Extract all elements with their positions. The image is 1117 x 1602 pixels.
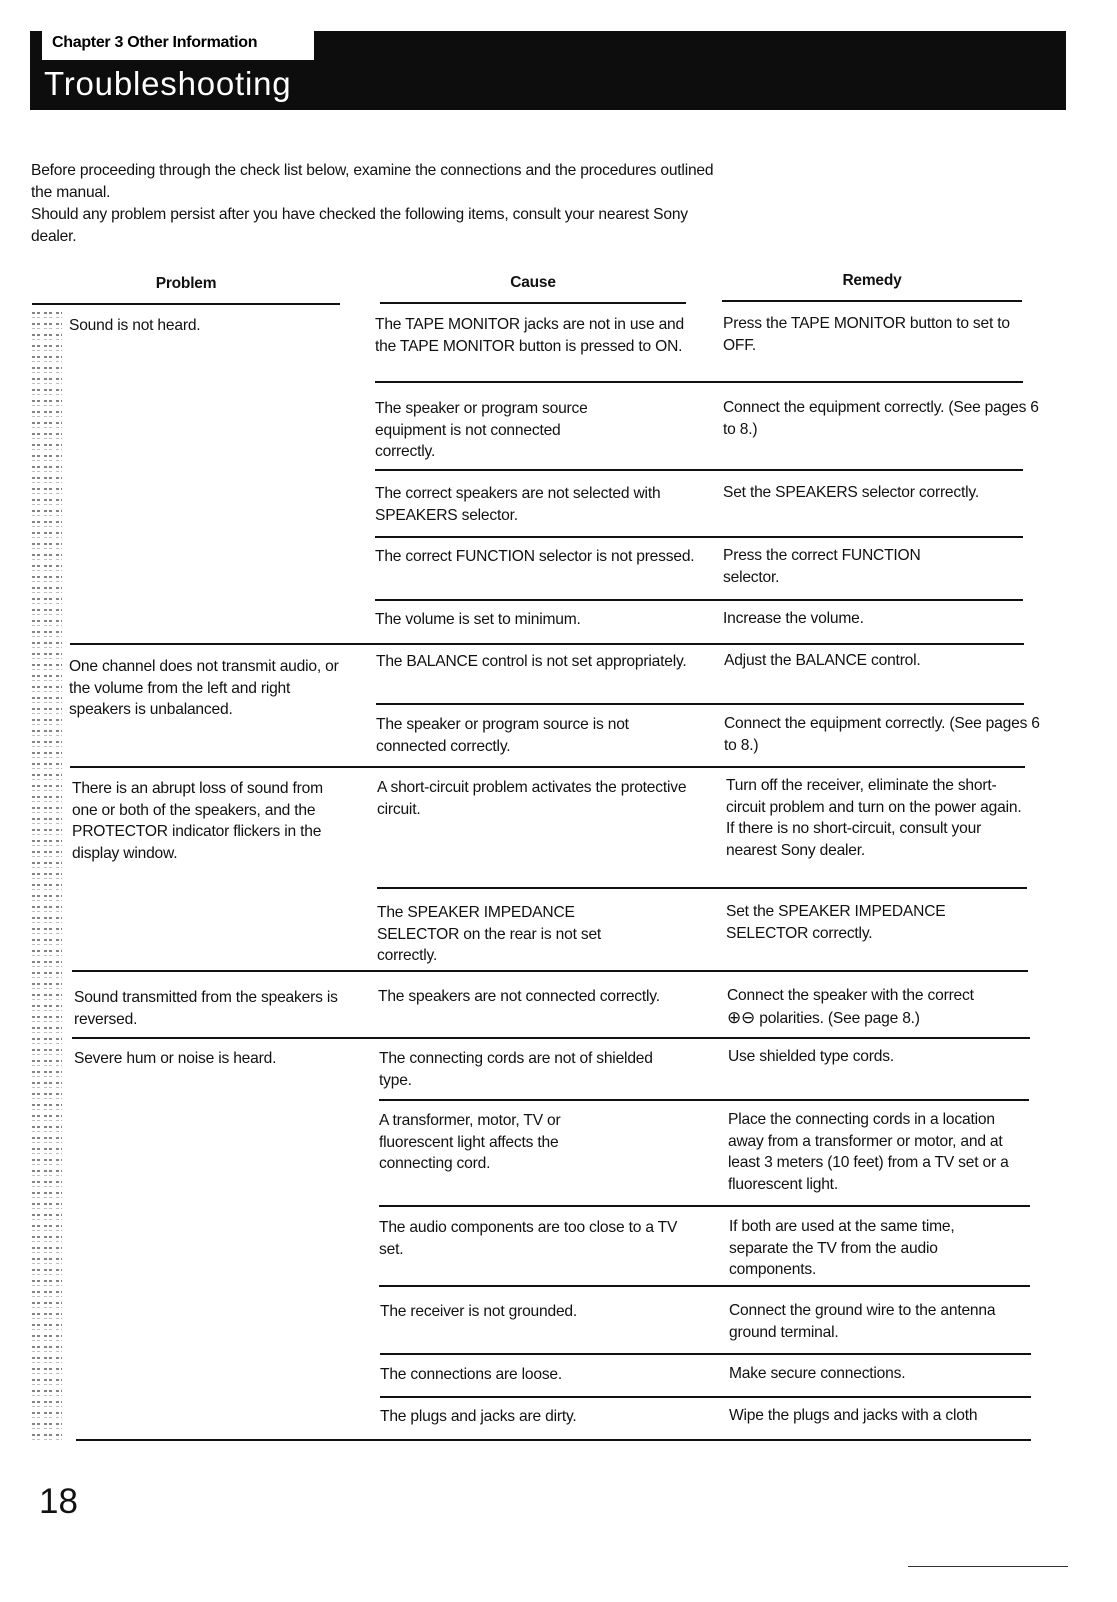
remedy-text: Set the SPEAKER IMPEDANCE SELECTOR correctly. [726, 903, 946, 942]
cause-text: The plugs and jacks are dirty. [380, 1408, 577, 1425]
remedy-text-start: Connect the speaker with the correct [727, 987, 974, 1004]
row-divider [377, 887, 1027, 889]
problem-text: Sound is not heard. [69, 317, 201, 334]
problem-text: Severe hum or noise is heard. [74, 1050, 277, 1067]
remedy-text-end: polarities. (See page 8.) [759, 1009, 920, 1027]
remedy-text: Turn off the receiver, eliminate the short-circuit problem and turn on the power again. If there is no short-circuit, consult your nearest Sony dealer. [726, 777, 1022, 859]
remedy-text: Make secure connections. [729, 1365, 906, 1382]
problem-divider [72, 1037, 1030, 1039]
chapter-label: Chapter 3 Other Information [42, 31, 314, 60]
problem-text: Sound transmitted from the speakers is reversed. [74, 989, 338, 1028]
remedy-text: Place the connecting cords in a location away from a transformer or motor, and at least 3 meters (10 feet) from a TV set or a fluorescent light. [728, 1111, 1009, 1193]
cause-text: The speakers are not connected correctly. [378, 988, 660, 1005]
row-divider [379, 1205, 1030, 1207]
column-header-remedy: Remedy [842, 272, 902, 289]
intro-paragraph-2: Should any problem persist after you have checked the following items, consult your nearest Sony dealer. [31, 206, 688, 245]
remedy-text: Connect the equipment correctly. (See pages 6 to 8.) [724, 715, 1040, 754]
cause-text: The volume is set to minimum. [375, 611, 581, 628]
row-divider [375, 381, 1023, 383]
cause-text: The correct FUNCTION selector is not pressed. [375, 548, 695, 565]
header-rule-cause [380, 302, 686, 304]
cause-text: A short-circuit problem activates the protective circuit. [377, 779, 687, 818]
row-divider [380, 1353, 1031, 1355]
page-title: Troubleshooting [44, 65, 292, 102]
cause-text: The correct speakers are not selected with SPEAKERS selector. [375, 485, 661, 524]
cause-text: The TAPE MONITOR jacks are not in use and the TAPE MONITOR button is pressed to ON. [375, 316, 685, 355]
remedy-text: Press the TAPE MONITOR button to set to OFF. [723, 315, 1010, 354]
row-divider [376, 703, 1024, 705]
row-divider [379, 1285, 1030, 1287]
cause-text: The receiver is not grounded. [380, 1303, 578, 1320]
remedy-text: Set the SPEAKERS selector correctly. [723, 484, 979, 501]
remedy-text: Connect the equipment correctly. (See pages 6 to 8.) [723, 399, 1039, 438]
problem-divider [70, 766, 1025, 768]
remedy-text: Wipe the plugs and jacks with a cloth [729, 1407, 978, 1424]
problem-text: One channel does not transmit audio, or the volume from the left and right speakers is unbalanced. [69, 658, 339, 718]
problem-divider [70, 643, 1024, 645]
remedy-text: Connect the ground wire to the antenna ground terminal. [729, 1302, 996, 1341]
remedy-text: If both are used at the same time, separate the TV from the audio components. [729, 1218, 955, 1278]
cause-text: The audio components are too close to a TV set. [379, 1219, 678, 1258]
row-divider [375, 469, 1023, 471]
table-bottom-rule [76, 1439, 1031, 1441]
remedy-text: Adjust the BALANCE control. [724, 652, 921, 669]
polarity-symbols: ⊕⊖ [727, 1007, 756, 1027]
header-rule-problem [32, 303, 340, 305]
cause-text: The connections are loose. [380, 1366, 563, 1383]
column-header-problem: Problem [155, 275, 217, 292]
header-banner [30, 31, 1066, 110]
cause-text: The connecting cords are not of shielded type. [379, 1050, 653, 1089]
cause-text: A transformer, motor, TV or fluorescent light affects the connecting cord. [379, 1112, 561, 1172]
cause-text: The BALANCE control is not set appropriately. [376, 653, 687, 670]
row-divider [375, 599, 1023, 601]
remedy-text [727, 985, 1037, 1029]
remedy-text: Press the correct FUNCTION selector. [723, 547, 921, 586]
intro-text [31, 160, 731, 248]
problem-divider [72, 970, 1028, 972]
column-header-cause: Cause [510, 274, 556, 291]
row-divider [380, 1396, 1031, 1398]
problem-text: There is an abrupt loss of sound from one or both of the speakers, and the PROTECTOR indicator flickers in the display window. [72, 780, 323, 862]
cause-text: The SPEAKER IMPEDANCE SELECTOR on the rear is not set correctly. [377, 904, 602, 964]
remedy-text: Increase the volume. [723, 610, 864, 627]
scan-binding-mark [32, 312, 62, 1442]
row-divider [375, 536, 1023, 538]
intro-paragraph-1: Before proceeding through the check list below, examine the connections and the procedures outlined the manual. [31, 162, 714, 201]
cause-text: The speaker or program source equipment is not connected correctly. [375, 400, 588, 460]
cause-text: The speaker or program source is not connected correctly. [376, 716, 629, 755]
page-number: 18 [39, 1482, 78, 1521]
remedy-text: Use shielded type cords. [728, 1048, 894, 1065]
row-divider [379, 1099, 1029, 1101]
corner-mark [908, 1566, 1068, 1567]
header-rule-remedy [722, 300, 1022, 302]
